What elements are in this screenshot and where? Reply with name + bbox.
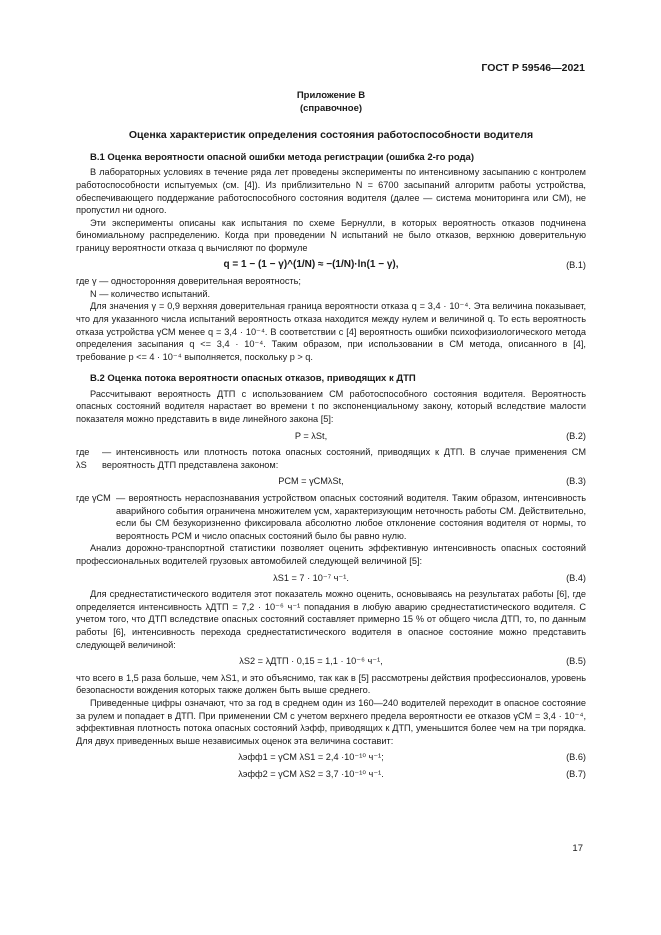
formula-b7 xyxy=(76,768,586,781)
where-gamma-label: где γСМ xyxy=(76,493,111,504)
b2-where-gamma xyxy=(76,492,586,542)
formula-b2 xyxy=(76,430,586,443)
standard-header: ГОСТ Р 59546—2021 xyxy=(481,62,585,74)
b1-where-gamma: где γ — односторонняя доверительная вероятность; xyxy=(76,276,301,287)
b1-paragraph-2: Эти эксперименты описаны как испытания по схеме Бернулли, в которых вероятность отказов подчинена биномиальному распределению. Когда при проведении N испытаний не было отказов, верхнюю доверительную границу вероятности отказа q вычисляют по формуле xyxy=(76,217,586,253)
formula-b1-number: (В.1) xyxy=(566,259,586,270)
formula-b1-expression: q = 1 − (1 − γ)^(1/N) ≈ −(1/N)·ln(1 − γ), xyxy=(223,258,399,270)
formula-b2-expression: P = λSt, xyxy=(294,430,328,441)
page-number: 17 xyxy=(572,843,583,854)
b2-paragraph-5: Приведенные цифры означают, что за год в среднем один из 160—240 водителей переходит в опасное состояние за рулем и попадает в ДТП. При применении СМ с учетом верхнего предела вероятности ее отказов γСМ = 3,4 · 10⁻⁴, эффективная плотность потока опасных состояний λэфф, приводящих к ДТП, уменьшится более чем на три порядка. Для двух приведенных выше независимых оценок эта величина составит: xyxy=(76,697,586,746)
b1-where-n: N — количество испытаний. xyxy=(90,288,210,299)
appendix-subtitle: (справочное) xyxy=(299,102,363,114)
section-b1-title: В.1 Оценка вероятности опасной ошибки метода регистрации (ошибка 2-го рода) xyxy=(90,151,475,163)
formula-b6-number: (В.6) xyxy=(566,752,586,763)
b2-paragraph-2: Анализ дорожно-транспортной статистики позволяет оценить эффективную интенсивность опасных состояний профессиональных водителей грузовых автомобилей следующей величиной [5]: xyxy=(76,543,586,566)
b2-where-lambda xyxy=(76,446,586,471)
b2-paragraph-3: Для среднестатистического водителя этот показатель можно оценить, основываясь на результатах работы [6], где определяется интенсивность λДТП = 7,2 · 10⁻⁶ ч⁻¹ попадания в любую аварию среднестатистического водителя. С учетом того, что ДТП вследствие опасных состояний составляет примерно 15 % от общего числа ДТП, то, по данным работы [6], интенсивность перехода среднестатистического водителя в опасное состояние можно представить следующей величиной: xyxy=(76,589,586,650)
formula-b6 xyxy=(76,751,586,764)
formula-b4-expression: λS1 = 7 · 10⁻⁷ ч⁻¹. xyxy=(273,572,349,583)
formula-b7-expression: λэфф2 = γСМ λS2 = 3,7 ·10⁻¹⁰ ч⁻¹. xyxy=(238,768,384,779)
appendix-main-title: Оценка характеристик определения состояния работоспособности водителя xyxy=(128,129,534,142)
where-lambda-label: где λS xyxy=(76,447,90,470)
formula-b5 xyxy=(76,655,586,668)
b2-paragraph-1: Рассчитывают вероятность ДТП с использованием СМ работоспособного состояния водителя. Вероятность опасных состояний водителя нарастает во времени t по экспоненциальному закону, который вследствие малости показателя можно представить в виде линейного закона [5]: xyxy=(76,388,586,425)
where-lambda-text: — интенсивность или плотность потока опасных состояний, приводящих к ДТП. В случае применения СМ вероятность ДТП представлена законом: xyxy=(102,447,586,470)
where-gamma-text: — вероятность нераспознавания устройством опасных состояний водителя. Таким образом, интенсивность аварийного события ограничена множителем γсм, характеризующим неточность работы СМ. Действительно, если бы СМ безукоризненно фиксировала абсолютно любое отклонение состояния водителя от нормы, то вероятность PСМ и число опасных состояний было бы равно нулю. xyxy=(116,493,586,541)
formula-b3 xyxy=(76,475,586,488)
formula-b4-number: (В.4) xyxy=(566,572,586,583)
b1-paragraph-3: Для значения γ = 0,9 верхняя доверительная граница вероятности отказа q = 3,4 · 10⁻⁴. Эта величина показывает, что для указанного числа испытаний вероятность отказа находится между нулем и величиной q. То есть вероятность отказа устройства γСМ менее q = 3,4 · 10⁻⁴. В соответствии с [4] вероятность ошибки психофизиологического метода определения засыпания q <= 3,4 · 10⁻⁴. Таким образом, при использовании в СМ метода, описанного в [4], требование p <= 4 · 10⁻⁴ выполняется, поскольку p > q. xyxy=(76,301,586,362)
formula-b4 xyxy=(76,572,586,585)
section-b2-title: В.2 Оценка потока вероятности опасных отказов, приводящих к ДТП xyxy=(90,373,416,385)
b2-paragraph-4: что всего в 1,5 раза больше, чем λS1, и это объяснимо, так как в [5] рассмотрены действия профессионалов, уровень безопасности вождения которых также должен быть выше среднего. xyxy=(76,672,586,696)
formula-b7-number: (В.7) xyxy=(566,768,586,779)
b1-paragraph-1: В лабораторных условиях в течение ряда лет проведены эксперименты по интенсивному засыпанию с контролем работоспособности испытуемых (см. [4]). Из приблизительно N = 6700 засыпаний алгоритм работы устройства, обеспечивающего поддержание работоспособного состояния водителя (далее — система мониторинга или СМ), не пропустил ни одного. xyxy=(76,167,586,216)
formula-b1 xyxy=(76,259,586,272)
page-content xyxy=(76,90,586,785)
formula-b2-number: (В.2) xyxy=(566,430,586,441)
formula-b3-expression: PСМ = γСМλSt, xyxy=(278,476,344,487)
formula-b6-expression: λэфф1 = γСМ λS1 = 2,4 ·10⁻¹⁰ ч⁻¹; xyxy=(238,752,384,763)
formula-b5-expression: λS2 = λДТП · 0,15 = 1,1 · 10⁻⁶ ч⁻¹, xyxy=(239,656,383,667)
appendix-title: Приложение В xyxy=(296,90,366,101)
formula-b5-number: (В.5) xyxy=(566,656,586,667)
formula-b3-number: (В.3) xyxy=(566,476,586,487)
